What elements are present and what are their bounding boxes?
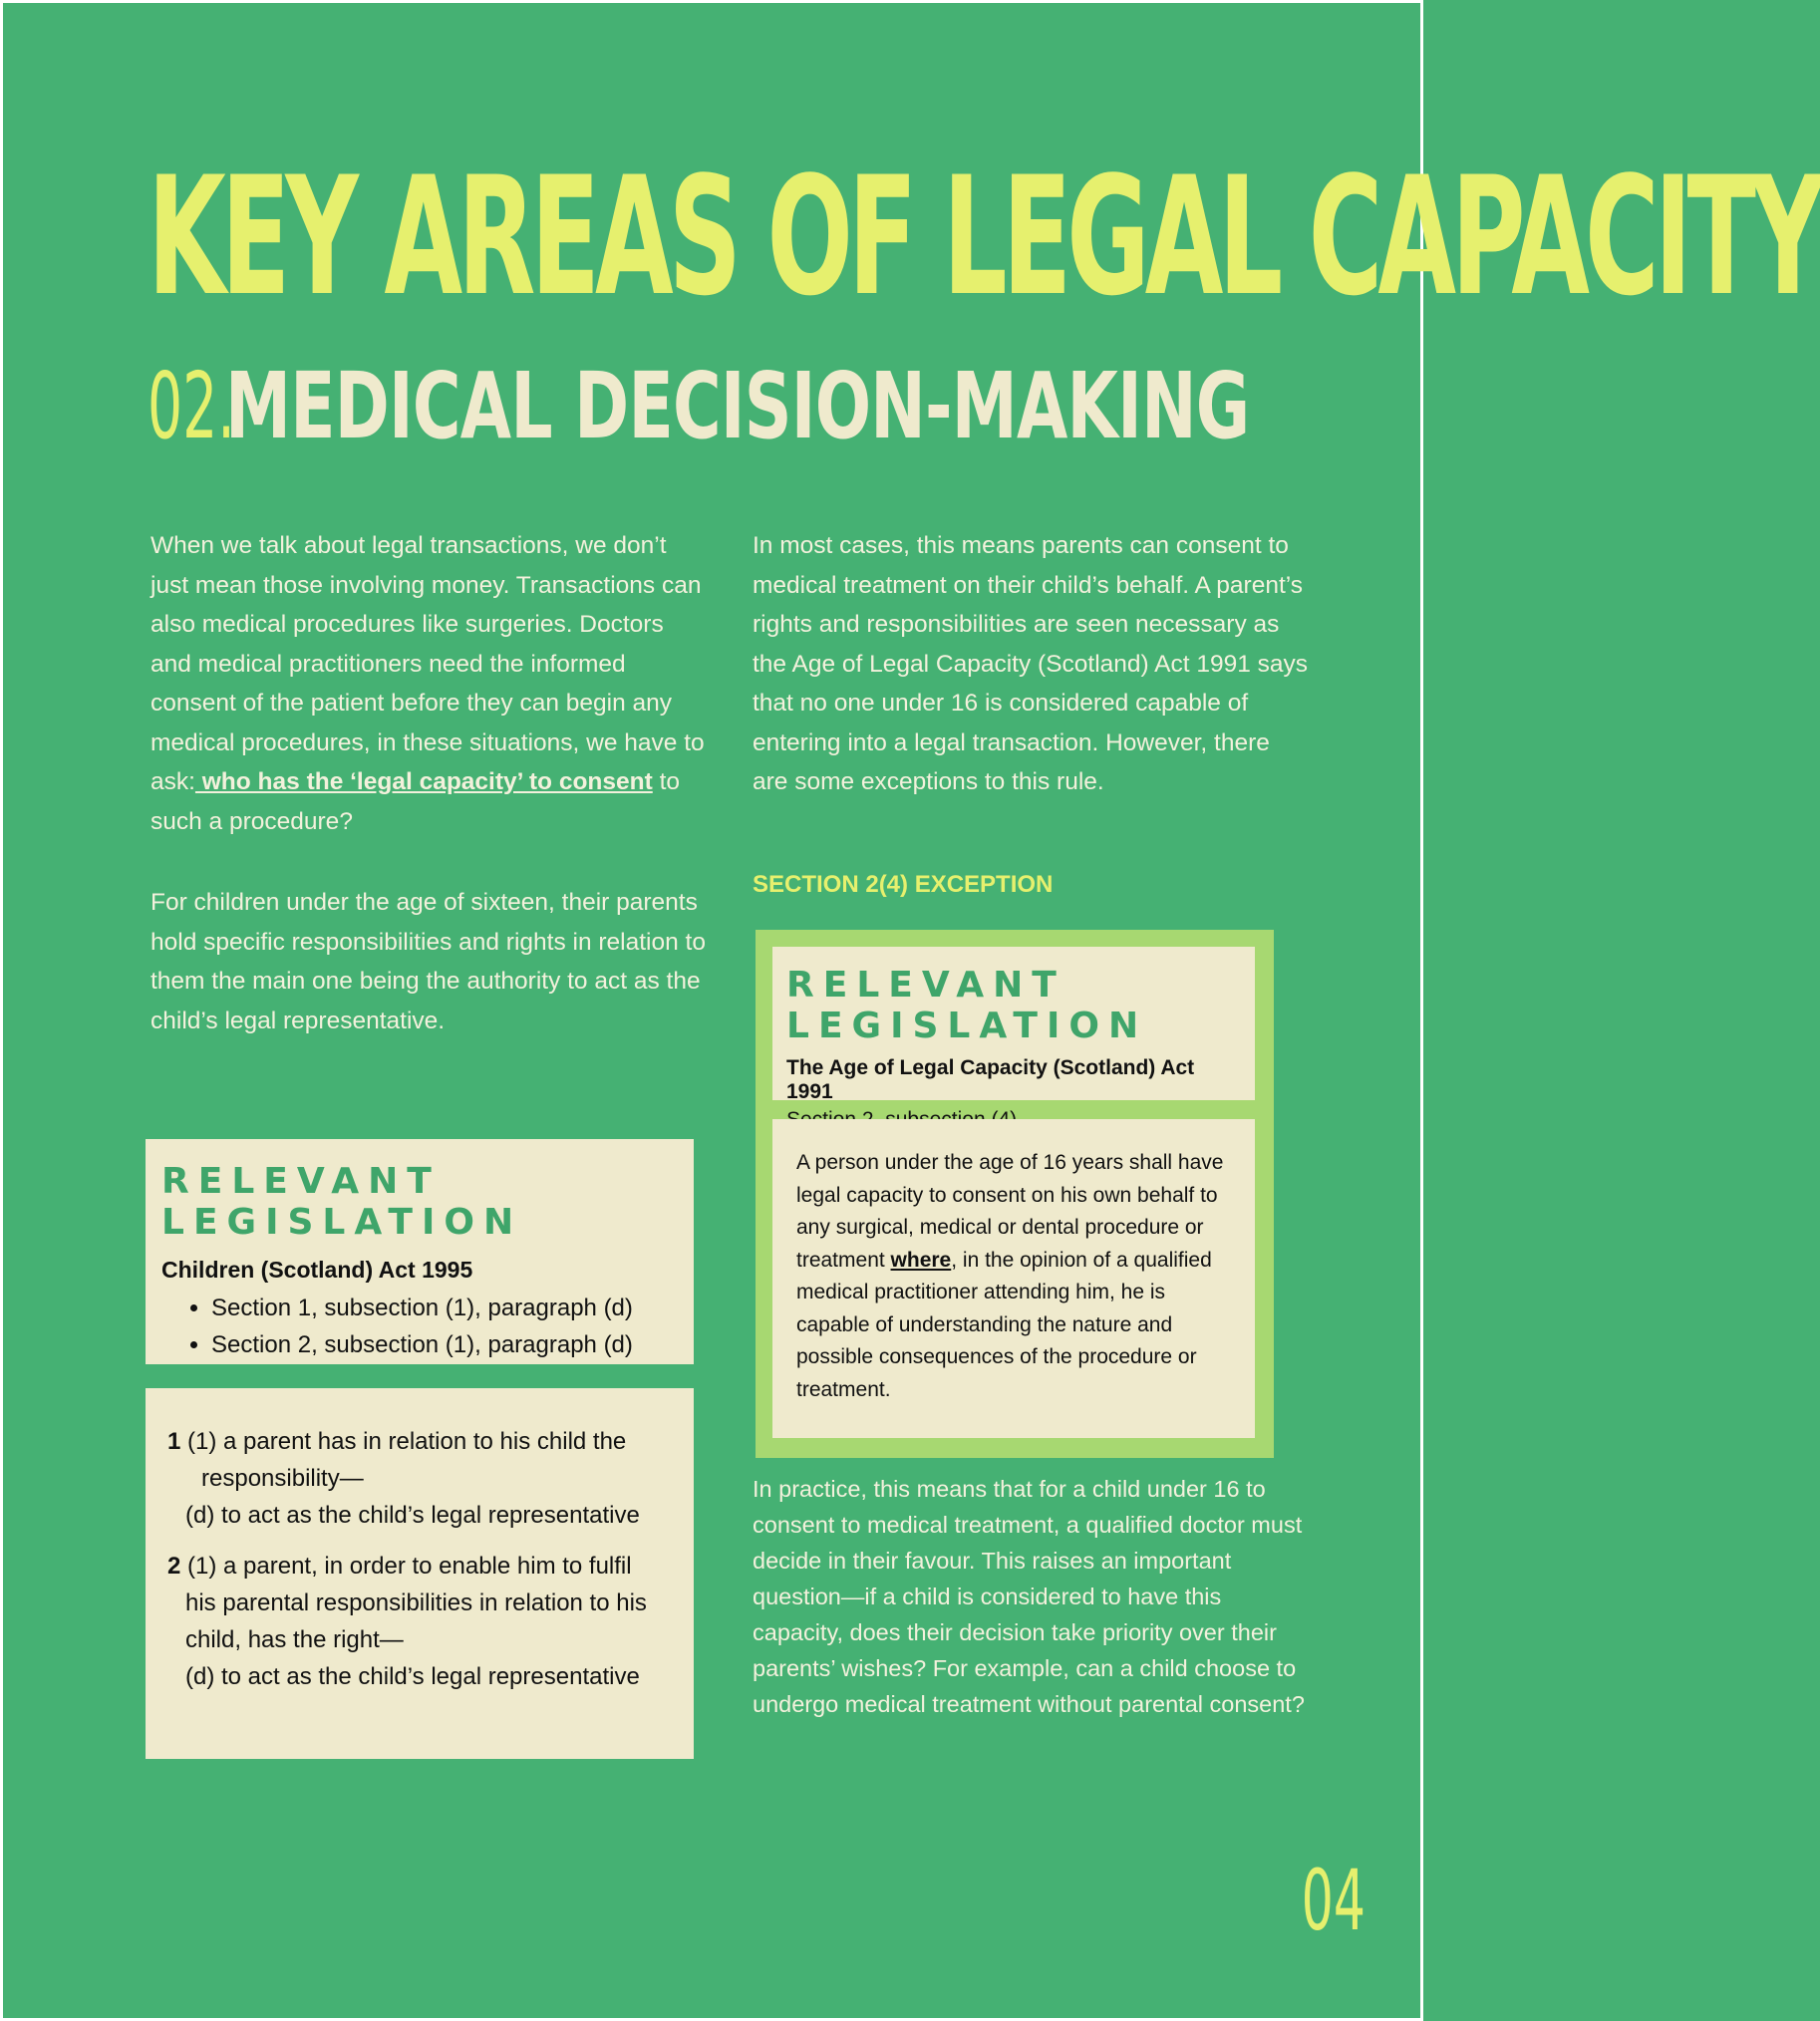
page-title: KEY AREAS OF LEGAL CAPACITY bbox=[148, 142, 1820, 332]
quote-line: his parental responsibilities in relation to his bbox=[185, 1589, 647, 1616]
quote-line: (1) a parent has in relation to his child the bbox=[180, 1428, 627, 1455]
section-heading: SECTION 2(4) EXCEPTION bbox=[753, 871, 1054, 898]
quote-emphasis: where bbox=[890, 1248, 952, 1272]
list-item: • Section 1, subsection (1), paragraph (d) bbox=[211, 1290, 678, 1326]
legal-capacity-link[interactable]: who has the ‘legal capacity’ to consent bbox=[194, 768, 653, 795]
intro-text: When we talk about legal transactions, we don’t just mean those involving money. Transactions can also medical procedures like surgeries. Doctors and medical practitioners need the informed consent of the patient before they can begin any medical procedures, in these situations, we have to ask: bbox=[151, 532, 705, 795]
quote-line: (d) to act as the child’s legal representative bbox=[185, 1663, 640, 1690]
parents-paragraph: For children under the age of sixteen, their parents hold specific responsibilities and rights in relation to them the main one being the authority to act as the child’s legal representative. bbox=[151, 889, 706, 1034]
consent-paragraph: In most cases, this means parents can consent to medical treatment on their child’s behalf. A parent’s rights and responsibilities are seen necessary as the Age of Legal Capacity (Scotland) Act 1991 says that no one under 16 is considered capable of entering into a legal transaction. However, there are some exceptions to this rule. bbox=[753, 532, 1309, 795]
act-title: The Age of Legal Capacity (Scotland) Act 1991 bbox=[786, 1056, 1195, 1103]
statute-quote-right bbox=[772, 1119, 1255, 1438]
intro-paragraph bbox=[151, 526, 709, 841]
legislation-heading: RELEVANT LEGISLATION bbox=[786, 965, 1148, 1046]
legislation-box-left bbox=[146, 1139, 694, 1364]
list-item: • Section 2, subsection (1), paragraph (d) bbox=[211, 1326, 678, 1363]
legislation-box-right bbox=[772, 947, 1255, 1103]
legislation-heading: RELEVANT LEGISLATION bbox=[161, 1161, 523, 1243]
clause-number: 2 bbox=[167, 1553, 181, 1580]
intro-text-end: to such a procedure? bbox=[151, 768, 681, 835]
quote-line: (d) to act as the child’s legal representative bbox=[185, 1502, 640, 1529]
section-number: 02. bbox=[148, 353, 235, 459]
quote-line: (1) a parent, in order to enable him to fulfil bbox=[180, 1553, 632, 1580]
act-title: Children (Scotland) Act 1995 bbox=[161, 1257, 473, 1283]
section-title: MEDICAL DECISION-MAKING bbox=[225, 353, 1250, 459]
clause-number: 1 bbox=[167, 1428, 181, 1455]
quote-text: A person under the age of 16 years shall have legal capacity to consent on his own behalf to any surgical, medical or dental procedure or treatment bbox=[796, 1151, 1224, 1272]
quote-text-end: , in the opinion of a qualified medical practitioner attending him, he is capable of understanding the nature and possible consequences of the procedure or treatment. bbox=[796, 1248, 1212, 1401]
quote-line: child, has the right— bbox=[185, 1626, 404, 1653]
quote-line: responsibility— bbox=[201, 1465, 364, 1492]
practice-paragraph: In practice, this means that for a child under 16 to consent to medical treatment, a qualified doctor must decide in their favour. This raises an important question—if a child is considered to have this capacity, does their decision take priority over their parents’ wishes? For example, can a child choose to undergo medical treatment without parental consent? bbox=[753, 1476, 1305, 1717]
section-list bbox=[161, 1290, 678, 1363]
page-subtitle bbox=[148, 353, 1648, 480]
statute-quote-left bbox=[146, 1388, 694, 1759]
page-number: 04 bbox=[1301, 1852, 1365, 1949]
